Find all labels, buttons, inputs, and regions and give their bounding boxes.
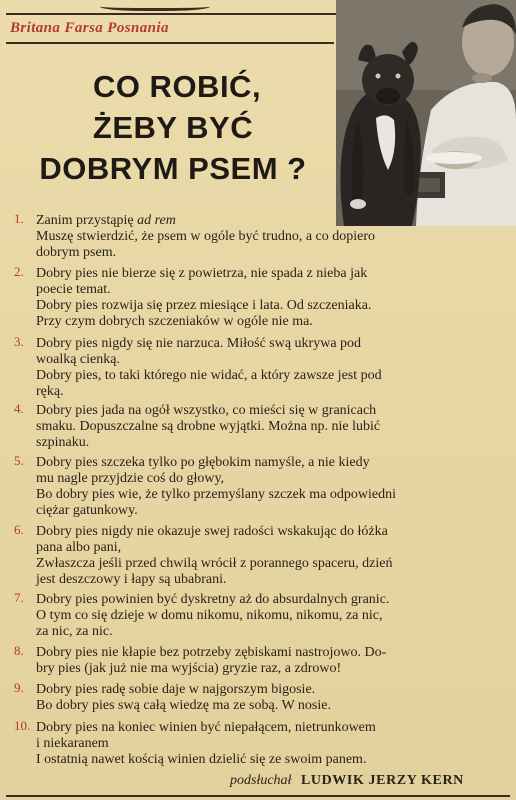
item-number: 1. [14, 211, 24, 226]
headline-line-2: ŻEBY BYĆ [92, 110, 254, 145]
label-rule [6, 42, 334, 44]
headline-line-3: DOBRYM PSEM ? [39, 151, 307, 186]
item-number: 4. [14, 401, 24, 416]
bottom-rule [6, 795, 510, 797]
item-number: 9. [14, 680, 24, 695]
dog-and-man-photo [336, 0, 516, 226]
item-text: Dobry pies powinien być dyskretny aż do absurdalnych granic. O tym co się dzieje w domu nikomu, nikomu, nikomu, za nic, za nic, za nic. [36, 592, 390, 639]
item-text: Dobry pies jada na ogół wszystko, co mieści się w granicach smaku. Dopuszczalne są drobne wyjątki. Można np. nie lubić szpinaku. [36, 403, 381, 450]
top-rule [0, 0, 336, 14]
item-text: Dobry pies nie kłapie bez potrzeby zębiskami nastrojowo. Do- bry pies (jak już nie ma wyjścia) gryzie raz, a zdrowo! [36, 645, 387, 676]
item-number: 5. [14, 453, 24, 468]
item-number: 7. [14, 590, 24, 605]
author-name: LUDWIK JERZY KERN [300, 773, 464, 788]
headline [14, 66, 332, 189]
item-text: Dobry pies nigdy się nie narzuca. Miłość swą ukrywa pod woalką cienką. Dobry pies, to taki którego nie widać, a który zawsze jest pod ręką. [36, 336, 382, 399]
item-text: Dobry pies na koniec winien być niepałącem, nietrunkowem i niekaranem I ostatnią nawet kością winien dzielić się ze swoim panem. [36, 720, 376, 767]
signature-prefix: podsłuchał [230, 773, 292, 788]
item-number: 2. [14, 264, 24, 279]
column-label: Britana Farsa Posnania [10, 20, 169, 36]
item-text: Zanim przystąpię ad rem Muszę stwierdzić, że psem w ogóle być trudno, a co dopiero dobrym psem. [36, 213, 376, 260]
headline-line-1: CO ROBIĆ, [92, 69, 262, 104]
item-text: Dobry pies nigdy nie okazuje swej radości wskakując do łóżka pana albo pani, Zwłaszcza jeśli przed chwilą wrócił z porannego spaceru, dzień jest deszczowy i łapy są ubabrani. [36, 524, 393, 587]
item-number: 10. [14, 718, 31, 733]
signature [230, 773, 464, 789]
item-text: Dobry pies nie bierze się z powietrza, nie spada z nieba jak poecie temat. Dobry pies rozwija się przez miesiące i lata. Od szczeniaka. Przy czym dobrych szczeniaków w ogóle nie ma. [36, 266, 372, 329]
item-number: 3. [14, 334, 24, 349]
item-number: 6. [14, 522, 24, 537]
header-ornament [100, 0, 210, 11]
item-number: 8. [14, 643, 24, 658]
item-text: Dobry pies szczeka tylko po głębokim namyśle, a nie kiedy mu nagle przyjdzie coś do głowy, Bo dobry pies wie, że tylko przemyślany szczek ma odpowiedni ciężar gatunkowy. [36, 455, 397, 518]
item-text: Dobry pies radę sobie daje w najgorszym bigosie. Bo dobry pies swą całą wiedzę ma ze sobą. W nosie. [36, 682, 331, 713]
